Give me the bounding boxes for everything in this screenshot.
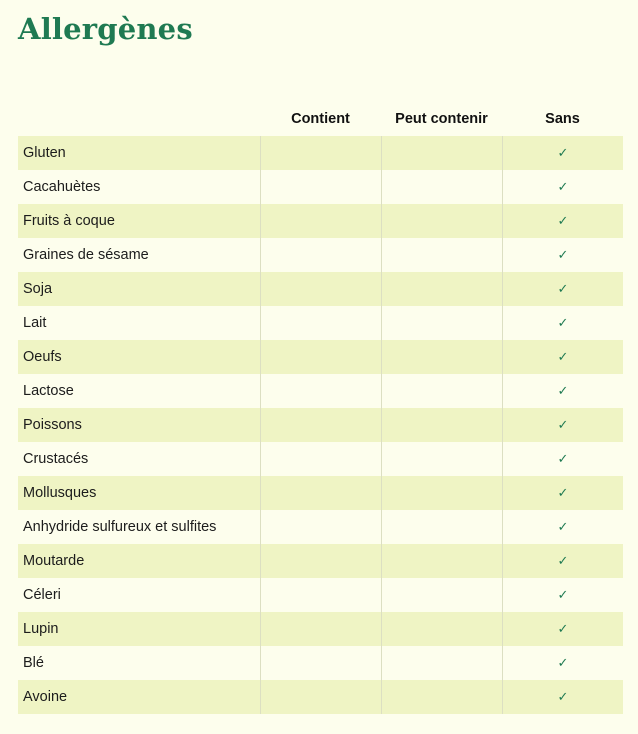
may-contain-cell (381, 306, 502, 340)
contains-cell (260, 578, 381, 612)
check-icon: ✓ (557, 417, 569, 433)
check-icon: ✓ (557, 349, 569, 365)
allergen-name: Crustacés (23, 451, 89, 467)
allergen-name: Cacahuètes (23, 179, 101, 195)
table-row (18, 612, 623, 646)
may-contain-cell (381, 646, 502, 680)
free-cell (502, 408, 623, 442)
table-row (18, 272, 623, 306)
may-contain-cell (381, 340, 502, 374)
allergen-name: Fruits à coque (23, 213, 115, 229)
free-cell (502, 510, 623, 544)
page-title: Allergènes (18, 12, 193, 46)
contains-cell (260, 510, 381, 544)
may-contain-cell (381, 442, 502, 476)
free-cell (502, 238, 623, 272)
allergen-name: Céleri (23, 587, 61, 603)
contains-cell (260, 374, 381, 408)
free-cell (502, 680, 623, 714)
contains-cell (260, 612, 381, 646)
contains-cell (260, 646, 381, 680)
check-icon: ✓ (557, 247, 569, 263)
may-contain-cell (381, 544, 502, 578)
may-contain-cell (381, 612, 502, 646)
contains-cell (260, 306, 381, 340)
allergen-name: Soja (23, 281, 53, 297)
may-contain-cell (381, 170, 502, 204)
free-cell (502, 136, 623, 170)
contains-cell (260, 204, 381, 238)
check-icon: ✓ (557, 451, 569, 467)
allergen-table (18, 102, 623, 714)
table-row (18, 544, 623, 578)
allergen-name: Anhydride sulfureux et sulfites (23, 519, 217, 535)
contains-cell (260, 136, 381, 170)
table-row (18, 238, 623, 272)
contains-cell (260, 340, 381, 374)
check-icon: ✓ (557, 621, 569, 637)
allergen-name: Lupin (23, 621, 59, 637)
table-header (18, 102, 623, 136)
table-row (18, 204, 623, 238)
contains-cell (260, 476, 381, 510)
may-contain-cell (381, 510, 502, 544)
header-contains: Contient (291, 111, 350, 127)
free-cell (502, 170, 623, 204)
table-row (18, 136, 623, 170)
contains-cell (260, 170, 381, 204)
check-icon: ✓ (557, 485, 569, 501)
check-icon: ✓ (557, 315, 569, 331)
table-row (18, 170, 623, 204)
check-icon: ✓ (557, 587, 569, 603)
allergen-name: Avoine (23, 689, 68, 705)
table-row (18, 408, 623, 442)
allergen-name: Mollusques (23, 485, 97, 501)
may-contain-cell (381, 680, 502, 714)
check-icon: ✓ (557, 553, 569, 569)
free-cell (502, 612, 623, 646)
table-row (18, 374, 623, 408)
may-contain-cell (381, 578, 502, 612)
header-may-contain: Peut contenir (395, 111, 488, 127)
contains-cell (260, 544, 381, 578)
table-row (18, 680, 623, 714)
allergen-name: Graines de sésame (23, 247, 149, 263)
check-icon: ✓ (557, 655, 569, 671)
check-icon: ✓ (557, 689, 569, 705)
table-row (18, 306, 623, 340)
check-icon: ✓ (557, 519, 569, 535)
free-cell (502, 442, 623, 476)
allergen-name: Poissons (23, 417, 82, 433)
table-body (18, 136, 623, 714)
contains-cell (260, 272, 381, 306)
table-row (18, 340, 623, 374)
contains-cell (260, 680, 381, 714)
contains-cell (260, 408, 381, 442)
may-contain-cell (381, 204, 502, 238)
header-free: Sans (545, 111, 580, 127)
may-contain-cell (381, 238, 502, 272)
free-cell (502, 306, 623, 340)
table-row (18, 442, 623, 476)
free-cell (502, 374, 623, 408)
may-contain-cell (381, 136, 502, 170)
may-contain-cell (381, 476, 502, 510)
table-row (18, 510, 623, 544)
free-cell (502, 272, 623, 306)
check-icon: ✓ (557, 145, 569, 161)
table-row (18, 476, 623, 510)
allergen-name: Gluten (23, 145, 66, 161)
contains-cell (260, 442, 381, 476)
check-icon: ✓ (557, 383, 569, 399)
allergen-name: Moutarde (23, 553, 85, 569)
allergen-name: Oeufs (23, 349, 62, 365)
free-cell (502, 578, 623, 612)
may-contain-cell (381, 272, 502, 306)
table-row (18, 646, 623, 680)
check-icon: ✓ (557, 179, 569, 195)
free-cell (502, 646, 623, 680)
free-cell (502, 476, 623, 510)
may-contain-cell (381, 408, 502, 442)
contains-cell (260, 238, 381, 272)
table-row (18, 578, 623, 612)
allergen-name: Lait (23, 315, 47, 331)
check-icon: ✓ (557, 213, 569, 229)
allergen-name: Blé (23, 655, 44, 671)
free-cell (502, 544, 623, 578)
free-cell (502, 204, 623, 238)
check-icon: ✓ (557, 281, 569, 297)
allergen-name: Lactose (23, 383, 74, 399)
may-contain-cell (381, 374, 502, 408)
free-cell (502, 340, 623, 374)
